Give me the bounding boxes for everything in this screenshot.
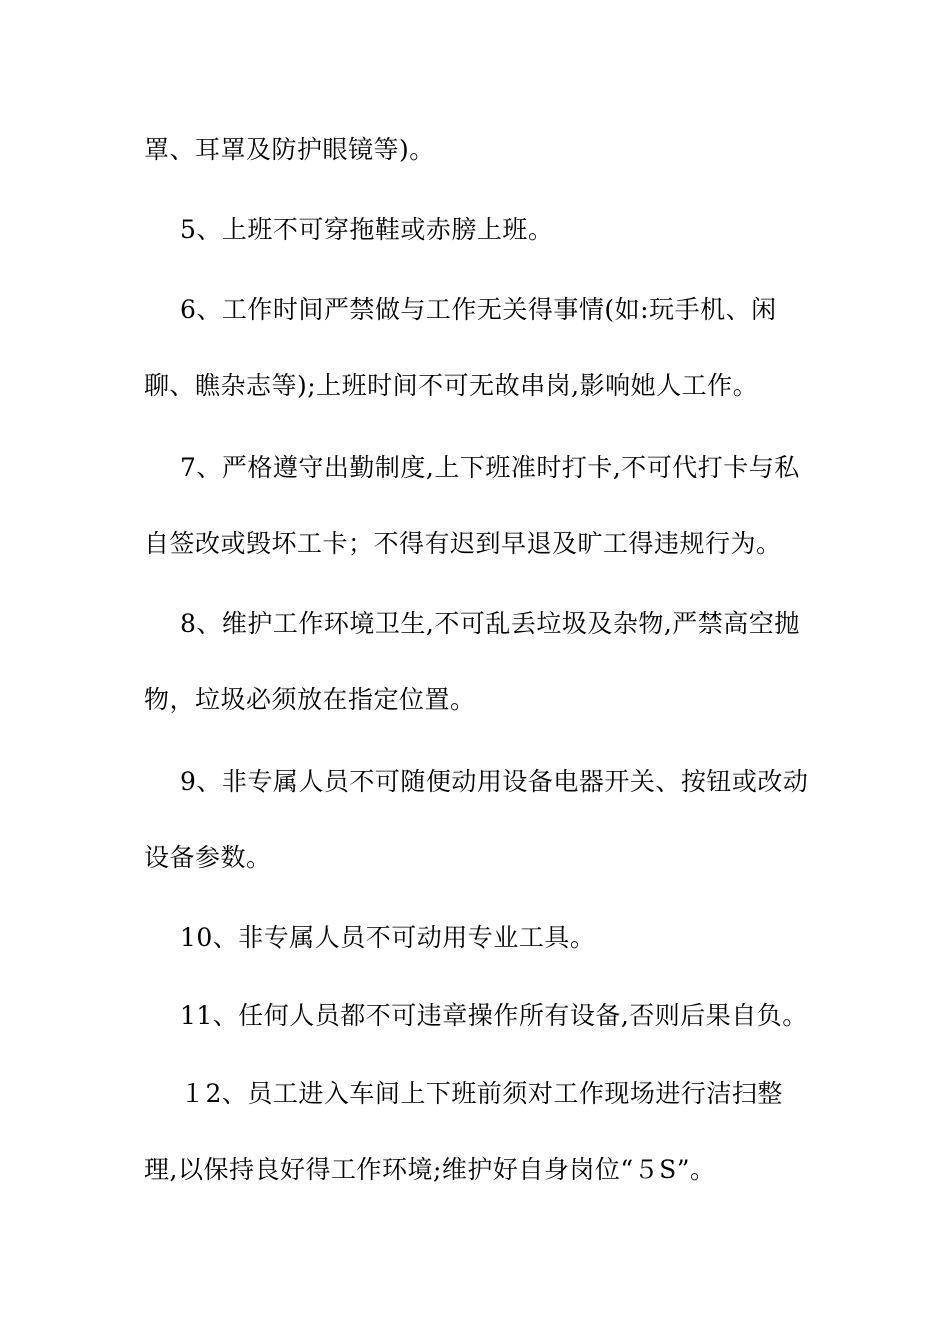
rule-item-6: 6、工作时间严禁做与工作无关得事情(如:玩手机、闲 [180,295,777,324]
rule-item-12-continued: 理,以保持良好得工作环境;维护好自身岗位“５S”。 [144,1155,716,1184]
rule-item-7-continued: 自签改或毁坏工卡；不得有迟到早退及旷工得违规行为。 [144,529,782,558]
rule-item-7: 7、严格遵守出勤制度,上下班准时打卡,不可代打卡与私 [180,453,800,482]
paragraph-line-1: 罩、耳罩及防护眼镜等)。 [144,135,435,164]
rule-item-8-continued: 物，垃圾必须放在指定位置。 [144,685,476,714]
rule-item-8: 8、维护工作环境卫生,不可乱丢垃圾及杂物,严禁高空抛 [180,609,800,638]
rule-item-12: １2、员工进入车间上下班前须对工作现场进行洁扫整 [180,1079,783,1108]
rule-item-10: 10、非专属人员不可动用专业工具。 [180,923,596,952]
rule-item-9-continued: 设备参数。 [144,843,272,872]
rule-item-5: 5、上班不可穿拖鞋或赤膀上班。 [180,215,554,244]
rule-item-9: 9、非专属人员不可随便动用设备电器开关、按钮或改动 [180,767,809,796]
rule-item-6-continued: 聊、瞧杂志等);上班时间不可无故串岗,影响她人工作。 [144,371,759,400]
rule-item-11: 11、任何人员都不可违章操作所有设备,否则后果自负。 [180,1001,808,1030]
